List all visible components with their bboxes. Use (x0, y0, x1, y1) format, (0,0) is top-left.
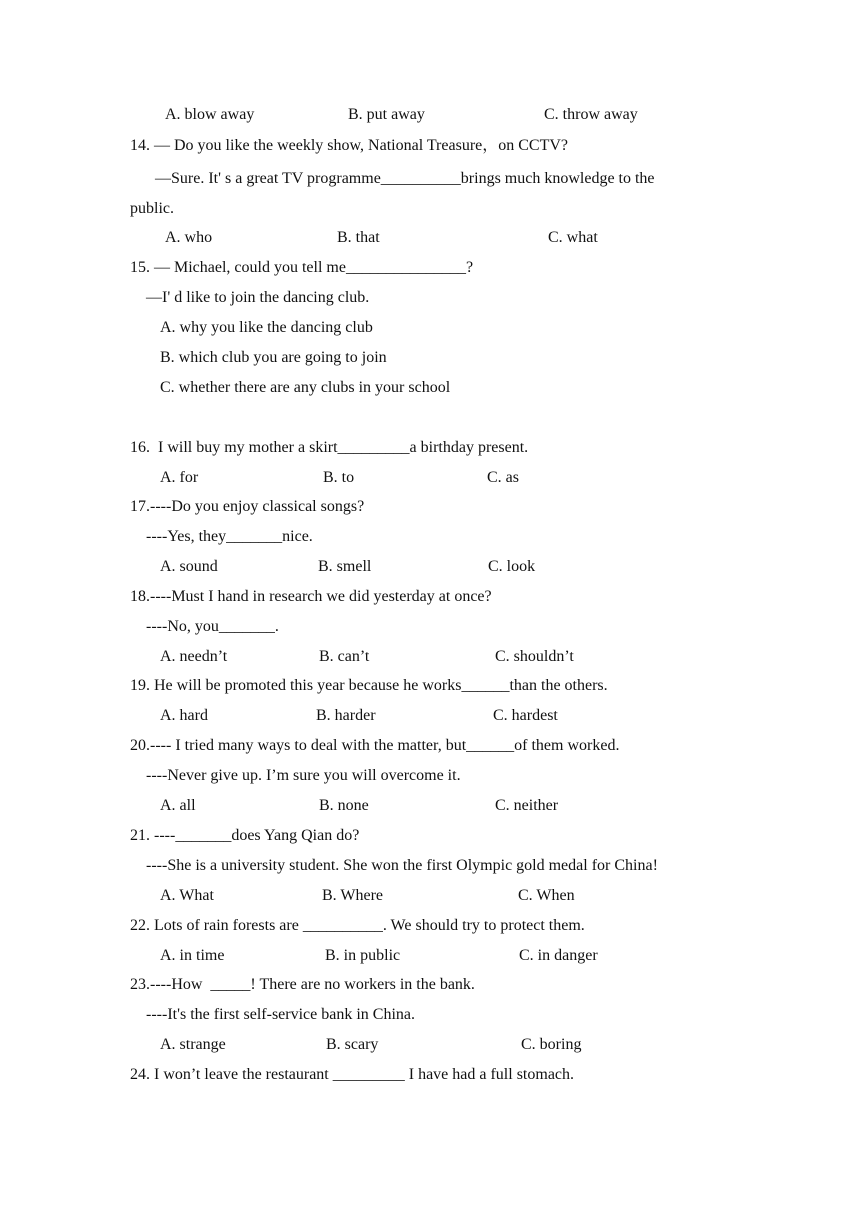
option-c: C. boring (521, 1036, 582, 1053)
option-b: B. smell (318, 558, 372, 575)
question-24: 24. I won’t leave the restaurant _________ I have had a full stomach. (130, 1066, 575, 1083)
option-a: A. who (165, 229, 213, 246)
question-21: 21. ----_______does Yang Qian do? (130, 827, 360, 844)
question-20-response: ----Never give up. I’m sure you will overcome it. (146, 767, 461, 784)
option-c: C. what (548, 229, 598, 246)
question-14-response: —Sure. It' s a great TV programme__________brings much knowledge to the (155, 170, 655, 187)
option-c: C. When (518, 887, 575, 904)
question-20: 20.---- I tried many ways to deal with the matter, but______of them worked. (130, 737, 620, 754)
option-c: C. look (488, 558, 536, 575)
option-c: C. neither (495, 797, 559, 814)
option-a: A. in time (160, 947, 225, 964)
question-23: 23.----How _____! There are no workers in the bank. (130, 976, 475, 993)
option-a: A. why you like the dancing club (160, 319, 373, 336)
question-23-response: ----It's the first self-service bank in China. (146, 1006, 416, 1023)
question-18: 18.----Must I hand in research we did yesterday at once? (130, 588, 492, 605)
question-17: 17.----Do you enjoy classical songs? (130, 498, 365, 515)
question-19: 19. He will be promoted this year because he works______than the others. (130, 677, 608, 694)
question-14-response-cont: public. (130, 200, 174, 217)
option-c: C. in danger (519, 947, 598, 964)
option-a: A. all (160, 797, 196, 814)
option-b: B. scary (326, 1036, 379, 1053)
question-15: 15. — Michael, could you tell me_______________? (130, 259, 474, 276)
option-a: A. needn’t (160, 648, 228, 665)
option-b: B. none (319, 797, 369, 814)
option-a: A. for (160, 469, 199, 486)
question-15-response: —I' d like to join the dancing club. (146, 289, 370, 306)
option-c: C. hardest (493, 707, 558, 724)
option-b: B. to (323, 469, 355, 486)
option-a: A. blow away (165, 106, 255, 123)
option-b: B. which club you are going to join (160, 349, 387, 366)
option-b: B. Where (322, 887, 384, 904)
question-16: 16. I will buy my mother a skirt_________a birthday present. (130, 439, 529, 456)
option-b: B. in public (325, 947, 401, 964)
option-b: B. that (337, 229, 380, 246)
option-c: C. shouldn’t (495, 648, 574, 665)
question-14: 14. — Do you like the weekly show, National Treasure，on CCTV? (130, 137, 569, 154)
option-c: C. as (487, 469, 519, 486)
option-b: B. put away (348, 106, 425, 123)
question-22: 22. Lots of rain forests are __________. We should try to protect them. (130, 917, 585, 934)
option-b: B. can’t (319, 648, 370, 665)
option-b: B. harder (316, 707, 376, 724)
question-18-response: ----No, you_______. (146, 618, 279, 635)
option-a: A. hard (160, 707, 208, 724)
option-a: A. What (160, 887, 214, 904)
option-a: A. strange (160, 1036, 226, 1053)
option-a: A. sound (160, 558, 218, 575)
question-21-response: ----She is a university student. She won the first Olympic gold medal for China! (146, 857, 658, 874)
question-17-response: ----Yes, they_______nice. (146, 528, 313, 545)
option-c: C. whether there are any clubs in your school (160, 379, 451, 396)
option-c: C. throw away (544, 106, 638, 123)
